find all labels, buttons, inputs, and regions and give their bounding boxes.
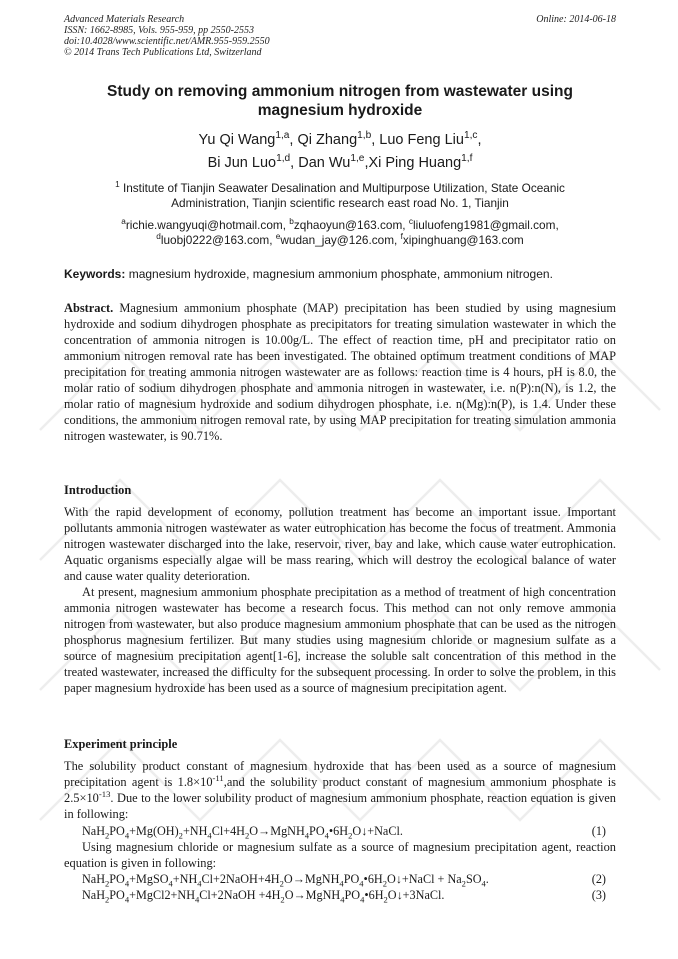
author-name: Bi Jun Luo: [207, 155, 277, 171]
email-link[interactable]: wudan_jay@126.com: [280, 233, 395, 247]
section-heading-principle: Experiment principle: [64, 737, 178, 751]
paper-title: [64, 82, 616, 120]
keywords: [64, 267, 616, 282]
author-name: Xi Ping Huang: [368, 155, 462, 171]
section-heading-introduction: Introduction: [64, 483, 132, 497]
author-sup: 1,f: [461, 153, 473, 165]
author-name: Luo Feng Liu: [379, 132, 464, 148]
title-line-1: Study on removing ammonium nitrogen from wastewater using: [107, 83, 573, 100]
author-sup: 1,d: [276, 153, 291, 165]
author-name: Qi Zhang: [297, 132, 358, 148]
abstract-text: Magnesium ammonium phosphate (MAP) precipitation has been studied by using magnesium hydroxide and sodium dihydrogen phosphate as precipitators for treating simulation wastewater in which the concentration of ammonia nitrogen is 10.00g/L. The effect of reaction time, pH and precipitator ratio on ammonium nitrogen removal rate has been investigated. The obtained optimum treatment conditions of MAP precipitation for treating ammonia nitrogen wastewater are as follows: reaction time is 4 hours, pH is 8.0, the molar ratio of sodium dihydrogen phosphate and ammonia nitrogen in wastewater, i.e. n(P):n(N), is 1.2, the molar ratio of magnesium hydroxide and sodium dihydrogen phosphate, i.e. n(Mg):n(P), is 1.4. Under these conditions, the ammonium nitrogen removal rate, by using MAP precipitation for treating simulation ammonia nitrogen wastewater, is 90.71%.: [64, 301, 616, 443]
intro-paragraph-1: With the rapid development of economy, pollution treatment has become an important issue. Important pollutants ammonia nitrogen wastewater as water eutrophication has become the focus of treatment. Ammonia nitrogen wastewater discharged into the lake, reservoir, river, bay and lake, which cause water eutrophication. Aquatic organisms especially algae will be mass rearing, which will destroy the ecological balance of water and cause water quality deterioration.: [64, 505, 616, 583]
journal-header: [64, 14, 616, 58]
title-line-2: magnesium hydroxide: [257, 102, 423, 119]
intro-paragraph-2: At present, magnesium ammonium phosphate precipitation as a method of treatment of high concentration ammonia nitrogen wastewater has become a research focus. This method can not only remove ammonia nitrogen from wastewater, but also produce magnesium ammonium phosphate that can be used as the nitrogen phosphorus magnesium fertilizer. But many studies using magnesium chloride or magnesium sulfate as a source of magnesium precipitation agent[1-6], increase the soluble salt concentration of this method in the treated wastewater, increased the difficulty for the subsequent processing. In order to solve the problem, in this paper magnesium hydroxide has been used as a source of magnesium precipitation agent.: [64, 585, 616, 695]
author-line-2: Bi Jun Luo$^{1,d}$, Dan Wu$^{1,e}$,Xi Ping Huang$^{1,f}$: [207, 153, 473, 171]
author-sup: 1,b: [357, 130, 372, 142]
author-sup: 1,e: [350, 153, 365, 165]
email-link[interactable]: liuluofeng1981@gmail.com: [412, 218, 556, 232]
author-line-1: Yu Qi Wang$^{1,a}$, Qi Zhang$^{1,b}$, Luo Feng Liu$^{1,c}$,: [198, 130, 482, 148]
equation-2: [82, 871, 616, 887]
journal-issn: ISSN: 1662-8985, Vols. 955-959, pp 2550-2553: [64, 25, 254, 36]
equation-number: (3): [591, 888, 606, 902]
online-date: Online: 2014-06-18: [536, 14, 616, 25]
author-list: [64, 129, 616, 175]
principle-paragraph-1: The solubility product constant of magnesium hydroxide that has been used as a source of magnesium precipitation agent is $1.8\times 10^{-11},and$ the solubility product constant of magnesium ammonium phosphate is $2.5\times 10^{-13}$. Due to the lower solubility product of magnesium ammonium phosphate, reaction equation is given in following:: [64, 759, 616, 821]
author-name: Yu Qi Wang: [198, 132, 276, 148]
keywords-label: Keywords:: [64, 267, 126, 281]
principle-paragraph-2: Using magnesium chloride or magnesium sulfate as a source of magnesium precipitation agent, reaction equation is given in following:: [64, 840, 616, 870]
abstract-label: Abstract.: [64, 301, 114, 315]
equation-number: (1): [591, 824, 606, 838]
equation-3: [82, 887, 616, 903]
email-link[interactable]: xipinghuang@163.com: [402, 233, 524, 247]
equation-number: (2): [591, 872, 606, 886]
journal-copyright: © 2014 Trans Tech Publications Ltd, Switzerland: [64, 47, 262, 58]
keywords-text: magnesium hydroxide, magnesium ammonium phosphate, ammonium nitrogen.: [125, 267, 553, 281]
journal-name: Advanced Materials Research: [64, 14, 185, 25]
author-emails: $^a$richie.wangyuqi@hotmail.com, $^b$zqhaoyun@163.com, $^c$liuluofeng1981@gmail.com, $^d$luobj0222@163.com, $^e$wudan_jay@126.com, $^f$xipinghuang@163.com: [121, 217, 559, 247]
affiliation: $^1$ Institute of Tianjin Seawater Desalination and Multipurpose Utilization, State Oceanic Administration, Tianjin scientific research east road No. 1, Tianjin: [115, 180, 565, 210]
journal-doi: doi:10.4028/www.scientific.net/AMR.955-959.2550: [64, 36, 270, 47]
equation-2-body: $NaH_2PO_4+MgSO_4+NH_4Cl+2NaOH+4H_2O\to MgNH_4PO_4•6H_2O↓+NaCl + Na_2SO_4$.: [82, 872, 489, 889]
email-link[interactable]: luobj0222@163.com: [160, 233, 270, 247]
equation-3-body: $NaH_2PO_4+MgCl2+NH_4Cl+2NaOH$ $+4H_2O\to MgNH_4PO_4•6H_2O↓+3NaCl$.: [82, 888, 445, 905]
email-link[interactable]: richie.wangyuqi@hotmail.com: [125, 218, 283, 232]
equation-1-body: $NaH_2PO_4+Mg(OH)_2+NH_4Cl+4H_2O\to MgNH_4PO_4•6H_2O↓+NaCl$.: [82, 824, 403, 841]
author-sup: 1,a: [275, 130, 290, 142]
equation-1: [82, 823, 616, 839]
email-link[interactable]: zqhaoyun@163.com: [293, 218, 403, 232]
author-sup: 1,c: [463, 130, 478, 142]
abstract: [64, 300, 616, 444]
author-name: Dan Wu: [298, 155, 351, 171]
